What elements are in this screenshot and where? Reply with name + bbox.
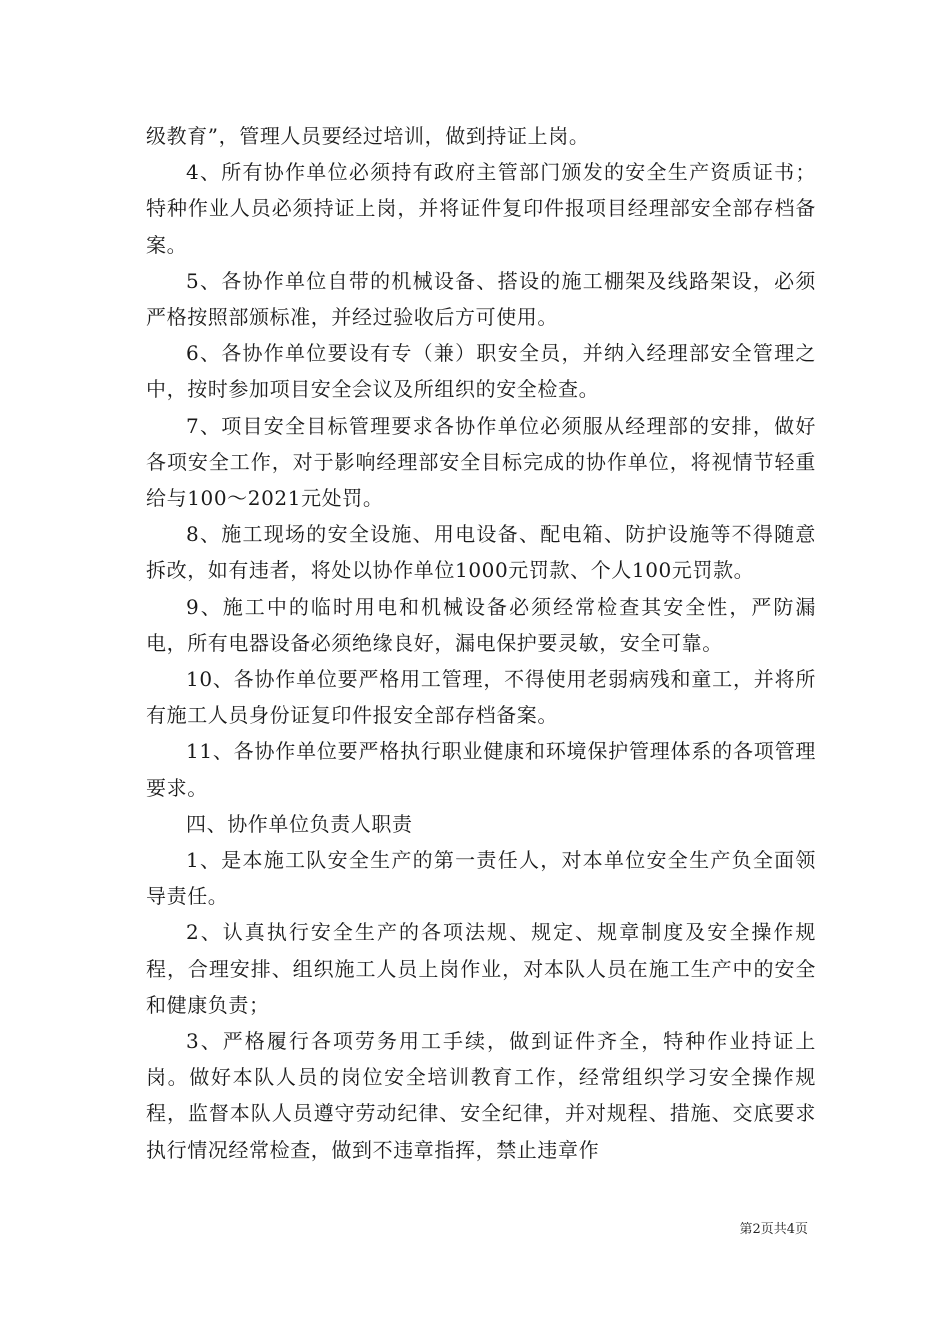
- paragraph: 11、各协作单位要严格执行职业健康和环境保护管理体系的各项管理要求。: [146, 739, 816, 800]
- paragraph: 5、各协作单位自带的机械设备、搭设的施工棚架及线路架设，必须严格按照部颁标准，并经过验收后方可使用。: [146, 268, 816, 330]
- paragraph: 2、认真执行安全生产的各项法规、规定、规章制度及安全操作规程，合理安排、组织施工人员上岗作业，对本队人员在施工生产中的安全和健康负责；: [146, 920, 816, 1017]
- section-heading: 四、协作单位负责人职责: [186, 811, 413, 836]
- page-number: 第2页共4页: [739, 1222, 808, 1237]
- paragraph: 6、各协作单位要设有专（兼）职安全员，并纳入经理部安全管理之中，按时参加项目安全会议及所组织的安全检查。: [146, 341, 816, 402]
- paragraph: 1、是本施工队安全生产的第一责任人，对本单位安全生产负全面领导责任。: [146, 848, 816, 909]
- paragraph: 7、项目安全目标管理要求各协作单位必须服从经理部的安排，做好各项安全工作，对于影响经理部安全目标完成的协作单位，将视情节轻重给与100～2021元处罚。: [146, 413, 816, 511]
- paragraph: 4、所有协作单位必须持有政府主管部门颁发的安全生产资质证书；特种作业人员必须持证上岗，并将证件复印件报项目经理部安全部存档备案。: [146, 160, 816, 257]
- paragraph: 级教育”，管理人员要经过培训，做到持证上岗。: [146, 124, 590, 148]
- paragraph: 3、严格履行各项劳务用工手续，做到证件齐全，特种作业持证上岗。做好本队人员的岗位安全培训教育工作，经常组织学习安全操作规程，监督本队人员遵守劳动纪律、安全纪律，并对规程、措施、交底要求执行情况经常检查，做到不违章指挥，禁止违章作: [146, 1029, 816, 1162]
- paragraph: 10、各协作单位要严格用工管理，不得使用老弱病残和童工，并将所有施工人员身份证复印件报安全部存档备案。: [146, 667, 816, 728]
- paragraph: 9、施工中的临时用电和机械设备必须经常检查其安全性，严防漏电，所有电器设备必须绝缘良好，漏电保护要灵敏，安全可靠。: [146, 594, 816, 655]
- paragraph: 8、施工现场的安全设施、用电设备、配电箱、防护设施等不得随意拆改，如有违者，将处以协作单位1000元罚款、个人100元罚款。: [146, 522, 816, 583]
- document-body: [146, 118, 816, 1168]
